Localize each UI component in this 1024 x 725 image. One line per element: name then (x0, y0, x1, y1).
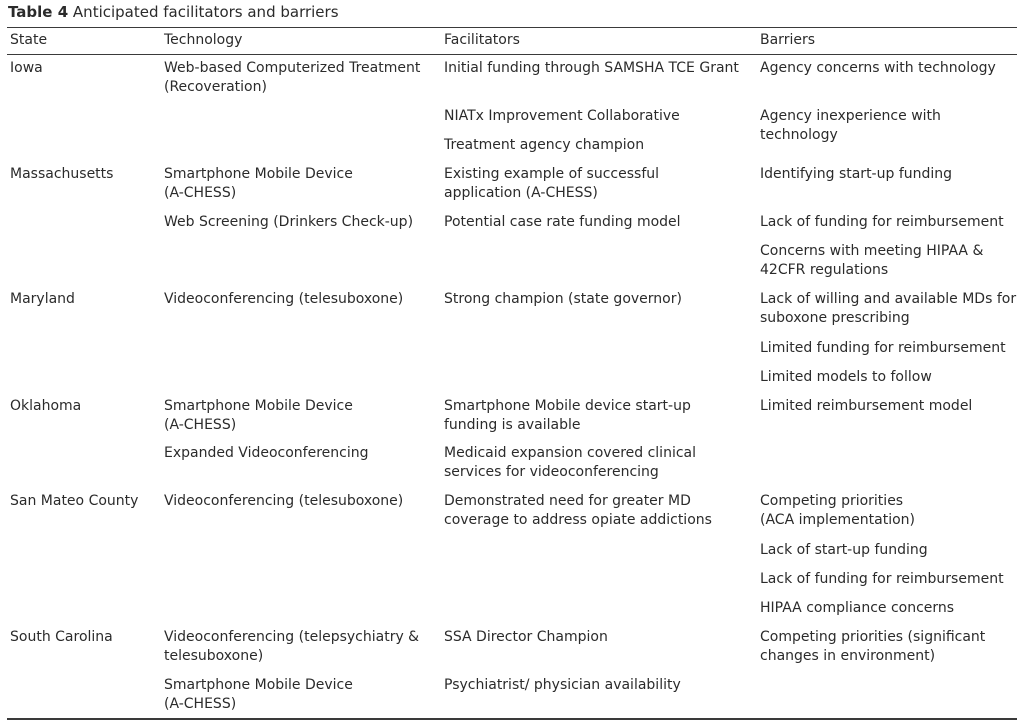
barrier-cell: Agency concerns with technology (760, 60, 996, 76)
technology-cell: Videoconferencing (telepsychiatry & telesuboxone) (164, 629, 420, 664)
header-facilitators: Facilitators (444, 32, 520, 48)
facilitator-cell: Psychiatrist/ physician availability (444, 677, 681, 693)
facilitator-cell: Smartphone Mobile device start-up funding is available (444, 398, 691, 433)
technology-cell: Web Screening (Drinkers Check-up) (164, 214, 414, 230)
state-cell-massachusetts: Massachusetts (10, 166, 114, 182)
facilitator-cell: Strong champion (state governor) (444, 291, 682, 307)
state-cell-maryland: Maryland (10, 291, 75, 307)
technology-cell: Web-based Computerized Treatment (Recoveration) (164, 60, 421, 95)
state-cell-iowa: Iowa (10, 60, 43, 76)
technology-cell: Videoconferencing (telesuboxone) (164, 493, 404, 509)
header-technology: Technology (164, 32, 243, 48)
barrier-cell: Competing priorities (ACA implementation) (760, 493, 915, 528)
facilitator-cell: Treatment agency champion (444, 137, 645, 153)
facilitator-cell: NIATx Improvement Collaborative (444, 108, 680, 124)
facilitator-cell: Medicaid expansion covered clinical services for videoconferencing (444, 445, 696, 480)
barrier-cell: Identifying start-up funding (760, 166, 953, 182)
facilitator-cell: SSA Director Champion (444, 629, 608, 645)
table-title (8, 3, 339, 21)
state-cell-south-carolina: South Carolina (10, 629, 113, 645)
barrier-cell: Lack of willing and available MDs for suboxone prescribing (760, 291, 1017, 326)
barrier-cell: Competing priorities (significant changes in environment) (760, 629, 986, 664)
barrier-cell: HIPAA compliance concerns (760, 600, 955, 616)
technology-cell: Expanded Videoconferencing (164, 445, 369, 461)
facilitator-cell: Potential case rate funding model (444, 214, 681, 230)
top-rule (7, 27, 1017, 28)
table-label: Table 4 (8, 3, 69, 21)
technology-cell: Smartphone Mobile Device (A-CHESS) (164, 677, 353, 712)
state-cell-oklahoma: Oklahoma (10, 398, 82, 414)
bottom-rule (7, 718, 1017, 720)
technology-cell: Videoconferencing (telesuboxone) (164, 291, 404, 307)
header-rule (7, 54, 1017, 55)
facilitator-cell: Demonstrated need for greater MD coverage to address opiate addictions (444, 493, 712, 528)
barrier-cell: Lack of start-up funding (760, 542, 928, 558)
facilitator-cell: Initial funding through SAMSHA TCE Grant (444, 60, 739, 76)
technology-cell: Smartphone Mobile Device (A-CHESS) (164, 398, 353, 433)
state-cell-san-mateo-county: San Mateo County (10, 493, 139, 509)
header-barriers: Barriers (760, 32, 816, 48)
barrier-cell: Lack of funding for reimbursement (760, 214, 1004, 230)
barrier-cell: Limited funding for reimbursement (760, 340, 1006, 356)
barrier-cell: Agency inexperience with technology (760, 108, 941, 143)
technology-cell: Smartphone Mobile Device (A-CHESS) (164, 166, 353, 201)
header-state: State (10, 32, 48, 48)
barrier-cell: Limited models to follow (760, 369, 932, 385)
facilitator-cell: Existing example of successful application (A-CHESS) (444, 166, 660, 201)
barrier-cell: Lack of funding for reimbursement (760, 571, 1004, 587)
barrier-cell: Concerns with meeting HIPAA & 42CFR regulations (760, 243, 984, 278)
table-caption: Anticipated facilitators and barriers (72, 3, 339, 21)
barrier-cell: Limited reimbursement model (760, 398, 973, 414)
